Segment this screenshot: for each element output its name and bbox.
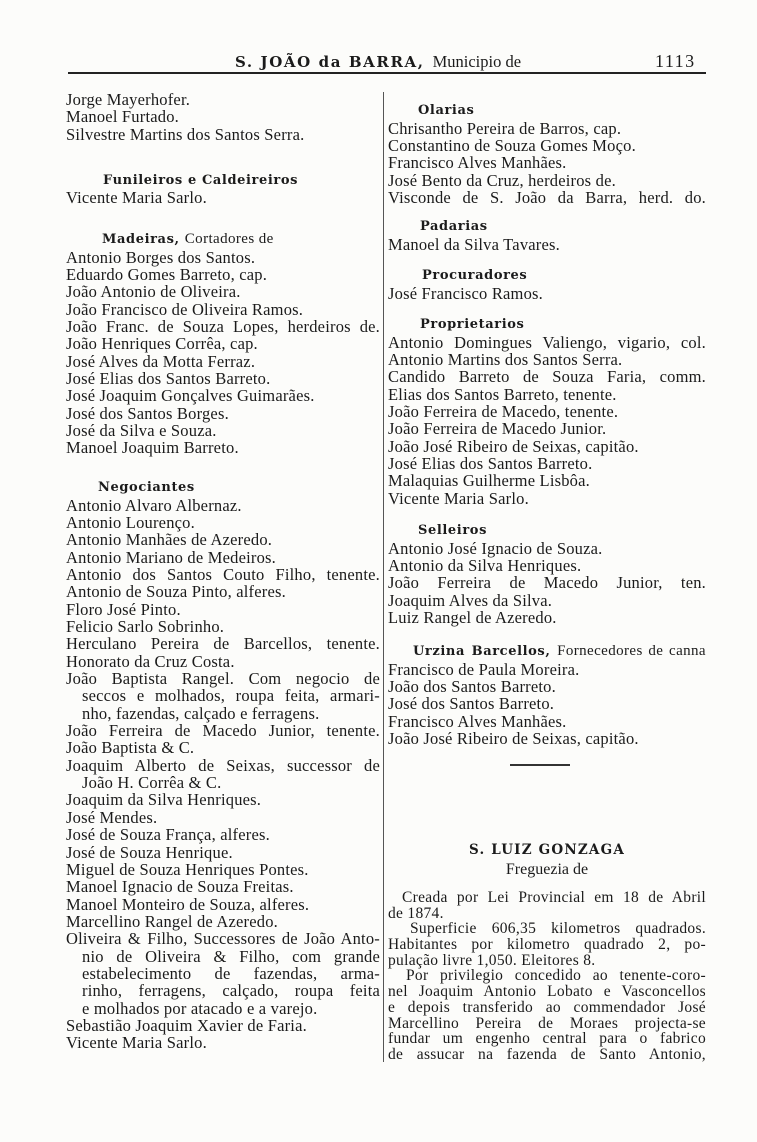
directory-entry: José Francisco Ramos. — [388, 283, 543, 303]
directory-entry: Antonio Martins dos Santos Serra. — [388, 349, 623, 369]
directory-entry: Jorge Mayerhofer. — [66, 90, 191, 109]
section-heading: Proprietarios — [420, 317, 525, 333]
directory-line: Manoel Monteiro de Souza, alferes. — [66, 894, 310, 914]
paragraph-line: fundar um engenho central para o fabrico — [388, 1030, 706, 1048]
section-heading: Negociantes — [98, 480, 195, 496]
directory-entry: Elias dos Santos Barreto, tenente. — [388, 384, 617, 404]
paragraph-line: Por privilegio concedido ao tenente-coro- — [406, 967, 706, 985]
directory-entry: Antonio José Ignacio de Souza. — [388, 538, 603, 558]
section-heading — [388, 643, 706, 660]
directory-entry: João José Ribeiro de Seixas, capitão. — [388, 436, 639, 456]
directory-line: Antonio Alvaro Albernaz. — [66, 495, 242, 515]
directory-entry: João Henriques Corrêa, cap. — [66, 334, 258, 354]
paragraph-line: de assucar na fazenda de Santo Antonio, — [388, 1045, 706, 1063]
directory-line: Joaquim da Silva Henriques. — [66, 790, 262, 810]
section-heading-bold: Urzina Barcellos, — [413, 644, 551, 660]
directory-entry: João dos Santos Barreto. — [388, 676, 556, 696]
directory-line: José de Souza França, alferes. — [66, 825, 270, 845]
directory-entry: José Joaquim Gonçalves Guimarães. — [66, 386, 315, 406]
page-number: 1113 — [655, 51, 696, 71]
directory-line: José de Souza Henrique. — [66, 842, 233, 862]
directory-entry: João Ferreira de Macedo Junior. — [388, 419, 607, 439]
section-proprietarios — [388, 316, 706, 507]
directory-entry: Visconde de S. João da Barra, herd. do. — [388, 188, 706, 208]
section-negociantes — [66, 479, 380, 1051]
directory-entry: Joaquim Alves da Silva. — [388, 590, 553, 610]
directory-line: Antonio de Souza Pinto, alferes. — [66, 582, 286, 602]
paragraph-line: Marcellino Pereira de Moraes projecta-se — [388, 1014, 706, 1032]
directory-entry: José dos Santos Barreto. — [388, 694, 555, 714]
directory-entry: Eduardo Gomes Barreto, cap. — [66, 264, 268, 284]
directory-entry: José da Silva e Souza. — [66, 421, 217, 441]
directory-line-continuation: João H. Corrêa & C. — [82, 773, 222, 793]
directory-entry: Francisco Alves Manhães. — [388, 711, 567, 731]
directory-line: João Ferreira de Macedo Junior, tenente. — [66, 721, 380, 741]
directory-line-continuation: rinho, ferragens, calçado, roupa feita — [82, 981, 380, 1001]
parish-title: S. LUIZ GONZAGA — [468, 842, 626, 858]
directory-line: Marcellino Rangel de Azeredo. — [66, 911, 278, 931]
section-procuradores — [388, 267, 706, 302]
paragraph-line: de 1874. — [388, 904, 444, 922]
directory-entry: José Alves da Motta Ferraz. — [66, 351, 256, 371]
directory-entry: Manoel Furtado. — [66, 107, 179, 127]
parish-description — [388, 890, 706, 1063]
directory-entry: Vicente Maria Sarlo. — [388, 488, 529, 508]
directory-line: Miguel de Souza Henriques Pontes. — [66, 859, 309, 879]
paragraph-line: e depois transferido ao commendador José — [388, 998, 706, 1016]
directory-entry: Silvestre Martins dos Santos Serra. — [66, 124, 305, 144]
directory-entry: João Francisco de Oliveira Ramos. — [66, 299, 304, 319]
section-heading: Funileiros e Caldeireiros — [103, 172, 299, 188]
directory-entry: Constantino de Souza Gomes Moço. — [388, 135, 636, 155]
directory-entry: João José Ribeiro de Seixas, capitão. — [388, 729, 639, 749]
section-heading-rest: Fornecedores de canna — [557, 643, 706, 660]
section-separator-rule — [510, 764, 570, 766]
paragraph-line: Creada por Lei Provincial em 18 de Abril — [402, 889, 706, 906]
section-fornecedores-de-canna — [388, 643, 706, 747]
directory-line: Antonio Lourenço. — [66, 512, 195, 532]
directory-line: Herculano Pereira de Barcellos, tenente. — [66, 634, 380, 654]
column-divider — [383, 92, 384, 1062]
directory-line: Sebastião Joaquim Xavier de Faria. — [66, 1015, 307, 1035]
directory-line-continuation: seccos e molhados, roupa feita, armari- — [82, 686, 380, 706]
directory-line: João Baptista & C. — [66, 738, 195, 758]
section-selleiros — [388, 522, 706, 626]
intro-entries — [66, 91, 380, 143]
directory-entry: José Elias dos Santos Barreto. — [66, 369, 271, 389]
directory-entry: Malaquias Guilherme Lisbôa. — [388, 471, 590, 491]
directory-line: Oliveira & Filho, Successores de João Anto- — [66, 929, 380, 949]
directory-line-continuation: nio de Oliveira & Filho, com grande — [82, 946, 380, 966]
section-heading: Olarias — [418, 103, 475, 119]
directory-entry: João Franc. de Souza Lopes, herdeiros de. — [66, 317, 380, 337]
directory-line: Joaquim Alberto de Seixas, successor de — [66, 755, 380, 775]
directory-line: Manoel Ignacio de Souza Freitas. — [66, 877, 294, 897]
section-heading-rest: Cortadores de — [184, 231, 274, 248]
directory-entry: João Ferreira de Macedo, tenente. — [388, 402, 619, 422]
directory-entry: Manoel da Silva Tavares. — [388, 234, 560, 254]
section-madeiras — [66, 231, 380, 456]
directory-line: Vicente Maria Sarlo. — [66, 1033, 207, 1053]
directory-entry: José Bento da Cruz, herdeiros de. — [388, 170, 616, 190]
directory-entry: Antonio da Silva Henriques. — [388, 555, 582, 575]
directory-line-continuation: estabelecimento de fazendas, arma- — [82, 963, 380, 983]
section-heading: Padarias — [420, 219, 488, 235]
header-municipio-label: Municipio de — [432, 52, 522, 71]
section-padarias — [388, 218, 706, 253]
directory-line-continuation: e molhados por atacado e a varejo. — [82, 998, 318, 1018]
directory-line: Honorato da Cruz Costa. — [66, 651, 235, 671]
directory-line: Antonio Manhães de Azeredo. — [66, 530, 273, 550]
directory-entry: João Antonio de Oliveira. — [66, 282, 241, 302]
directory-entry: Antonio Borges dos Santos. — [66, 247, 256, 267]
directory-entry: Vicente Maria Sarlo. — [66, 187, 207, 207]
directory-entry: João Ferreira de Macedo Junior, ten. — [388, 573, 706, 593]
directory-line: Felicio Sarlo Sobrinho. — [66, 617, 225, 637]
paragraph-line: nel Joaquim Antonio Lobato e Vasconcellos — [388, 983, 706, 1001]
section-heading-bold: Madeiras, — [102, 232, 180, 248]
directory-entry: José dos Santos Borges. — [66, 403, 229, 423]
directory-entry: Candido Barreto de Souza Faria, comm. — [388, 367, 706, 387]
directory-entry: Francisco de Paula Moreira. — [388, 659, 580, 679]
paragraph-line: Habitantes por kilometro quadrado 2, po- — [388, 936, 706, 954]
directory-entry: Francisco Alves Manhães. — [388, 153, 567, 173]
directory-line: Floro José Pinto. — [66, 599, 181, 619]
directory-entry: Luiz Rangel de Azeredo. — [388, 608, 557, 628]
directory-entry: Chrisantho Pereira de Barros, cap. — [388, 118, 622, 138]
directory-line: Antonio Mariano de Medeiros. — [66, 547, 276, 567]
parish-subtitle: Freguezia de — [505, 861, 589, 878]
header-rule — [68, 72, 706, 74]
paragraph-line: pulação livre 1,050. Eleitores 8. — [388, 951, 596, 969]
directory-entry: Antonio Domingues Valiengo, vigario, col. — [388, 332, 706, 352]
section-heading — [66, 231, 380, 248]
section-heading: Procuradores — [422, 268, 528, 284]
section-funileiros — [66, 172, 380, 207]
running-header — [235, 51, 521, 74]
section-olarias — [388, 102, 706, 206]
paragraph-line: Superficie 606,35 kilometros quadrados. — [410, 920, 706, 938]
directory-entry: José Elias dos Santos Barreto. — [388, 454, 593, 474]
section-heading: Selleiros — [418, 523, 487, 539]
directory-line-continuation: nho, fazendas, calçado e ferragens. — [82, 703, 320, 723]
directory-line: José Mendes. — [66, 807, 158, 827]
directory-entry: Manoel Joaquim Barreto. — [66, 438, 239, 458]
directory-line: João Baptista Rangel. Com negocio de — [66, 669, 380, 689]
header-place-name: S. JOÃO da BARRA, — [235, 53, 425, 71]
directory-line: Antonio dos Santos Couto Filho, tenente. — [66, 565, 380, 585]
